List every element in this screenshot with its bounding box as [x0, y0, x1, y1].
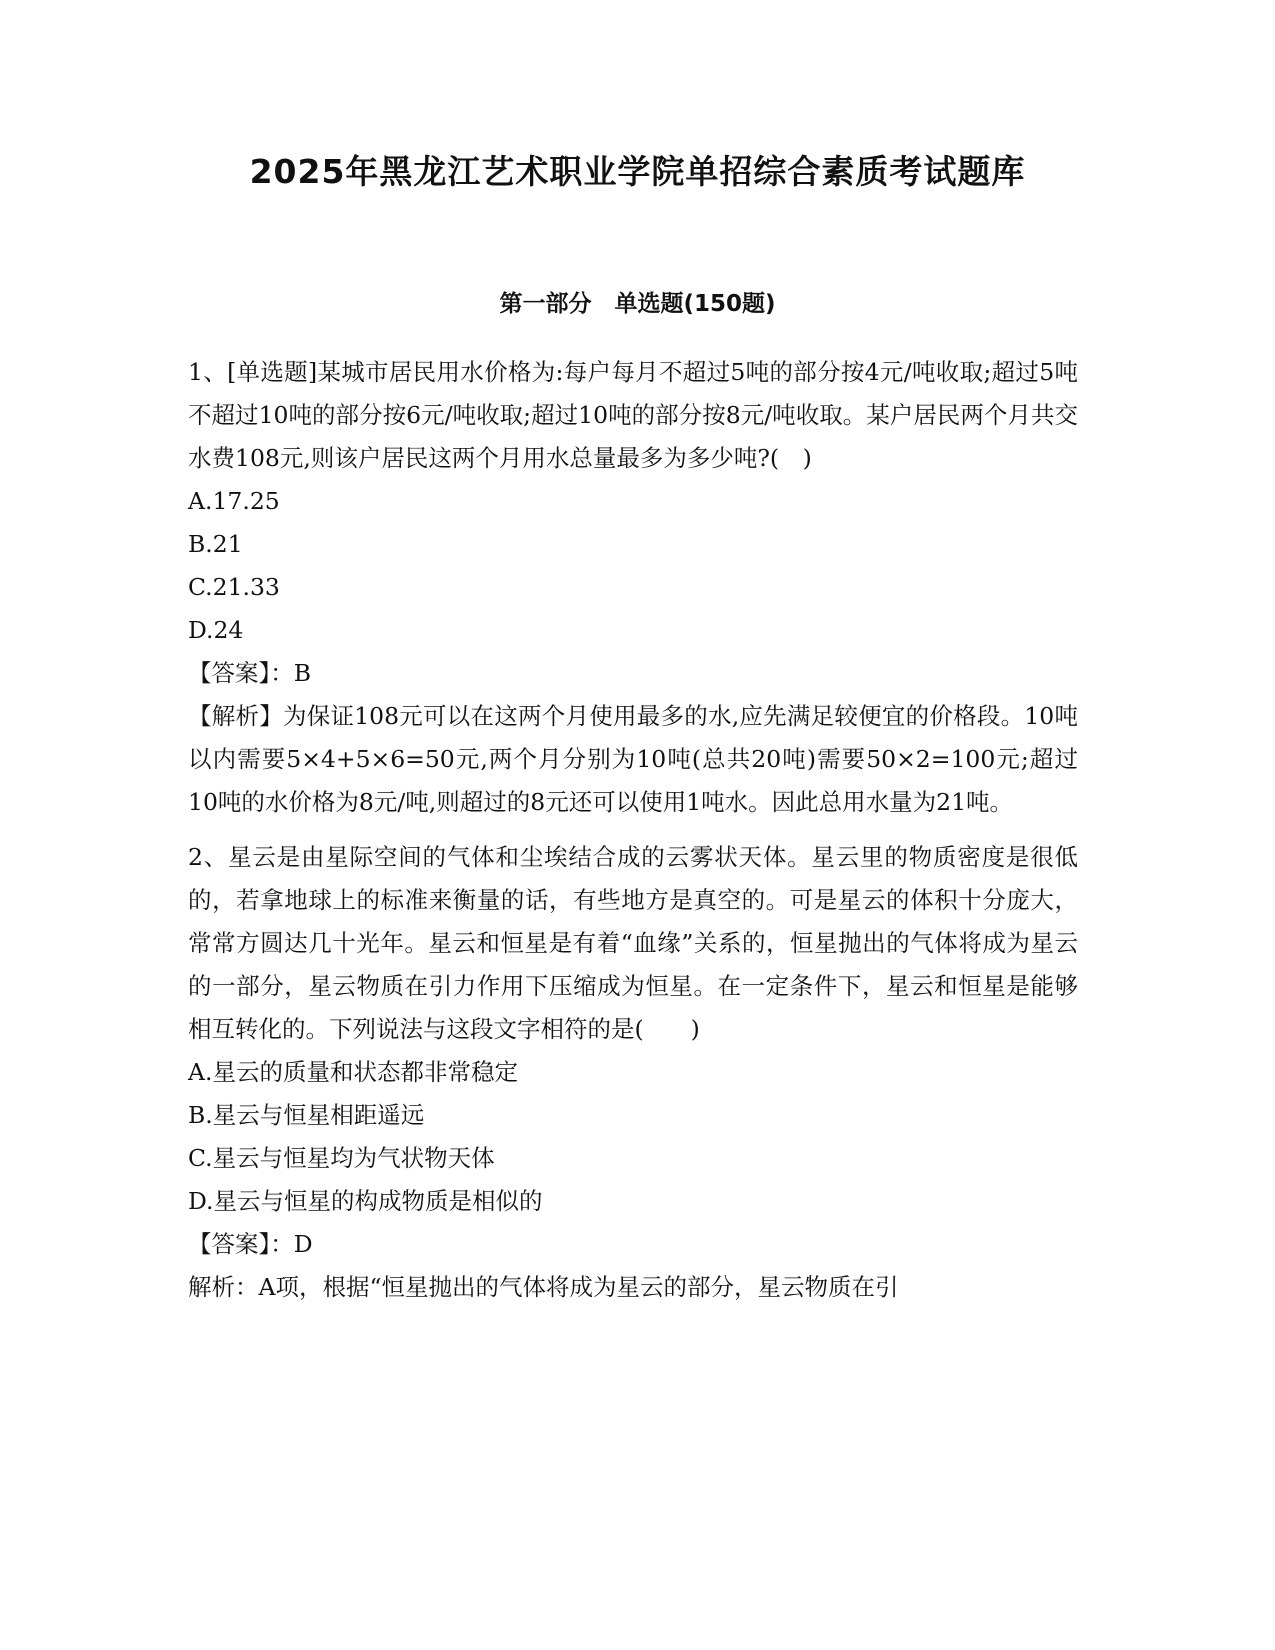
answer-line: 【答案】：B: [188, 659, 312, 687]
page-title: 2025年黑龙江艺术职业学院单招综合素质考试题库: [249, 152, 1026, 191]
answer-line: 【答案】：D: [188, 1230, 313, 1258]
question-stem: 1、[单选题]某城市居民用水价格为:每户每月不超过5吨的部分按4元/吨收取;超过5吨不超过10吨的部分按6元/吨收取;超过10吨的部分按8元/吨收取。某户居民两个月共交水费108元,则该户居民这两个月用水总量最多为多少吨?( ): [188, 358, 1078, 472]
option-b: B.星云与恒星相距遥远: [188, 1101, 425, 1129]
option-a: A.17.25: [188, 487, 280, 515]
option-d: D.24: [188, 616, 244, 644]
question-item: [188, 836, 1078, 1309]
section-title: 第一部分 单选题(150题): [499, 291, 776, 317]
option-b: B.21: [188, 530, 243, 558]
option-a: A.星云的质量和状态都非常稳定: [188, 1058, 518, 1086]
option-c: C.星云与恒星均为气状物天体: [188, 1144, 495, 1172]
analysis-text: 【解析】为保证108元可以在这两个月使用最多的水,应先满足较便宜的价格段。10吨以内需要5×4+5×6=50元,两个月分别为10吨(总共20吨)需要50×2=100元;超过10吨的水价格为8元/吨,则超过的8元还可以使用1吨水。因此总用水量为21吨。: [188, 702, 1078, 816]
question-item: [188, 351, 1078, 824]
option-c: C.21.33: [188, 573, 280, 601]
question-list: [188, 351, 1078, 1309]
option-d: D.星云与恒星的构成物质是相似的: [188, 1187, 543, 1215]
analysis-text: 解析：A项，根据“恒星抛出的气体将成为星云的部分，星云物质在引: [188, 1273, 899, 1301]
question-spacer: [188, 824, 1078, 836]
question-stem: 2、星云是由星际空间的气体和尘埃结合成的云雾状天体。星云里的物质密度是很低的，若拿地球上的标准来衡量的话，有些地方是真空的。可是星云的体积十分庞大，常常方圆达几十光年。星云和恒星是有着“血缘”关系的，恒星抛出的气体将成为星云的一部分，星云物质在引力作用下压缩成为恒星。在一定条件下，星云和恒星是能够相互转化的。下列说法与这段文字相符的是( ): [188, 843, 1078, 1043]
